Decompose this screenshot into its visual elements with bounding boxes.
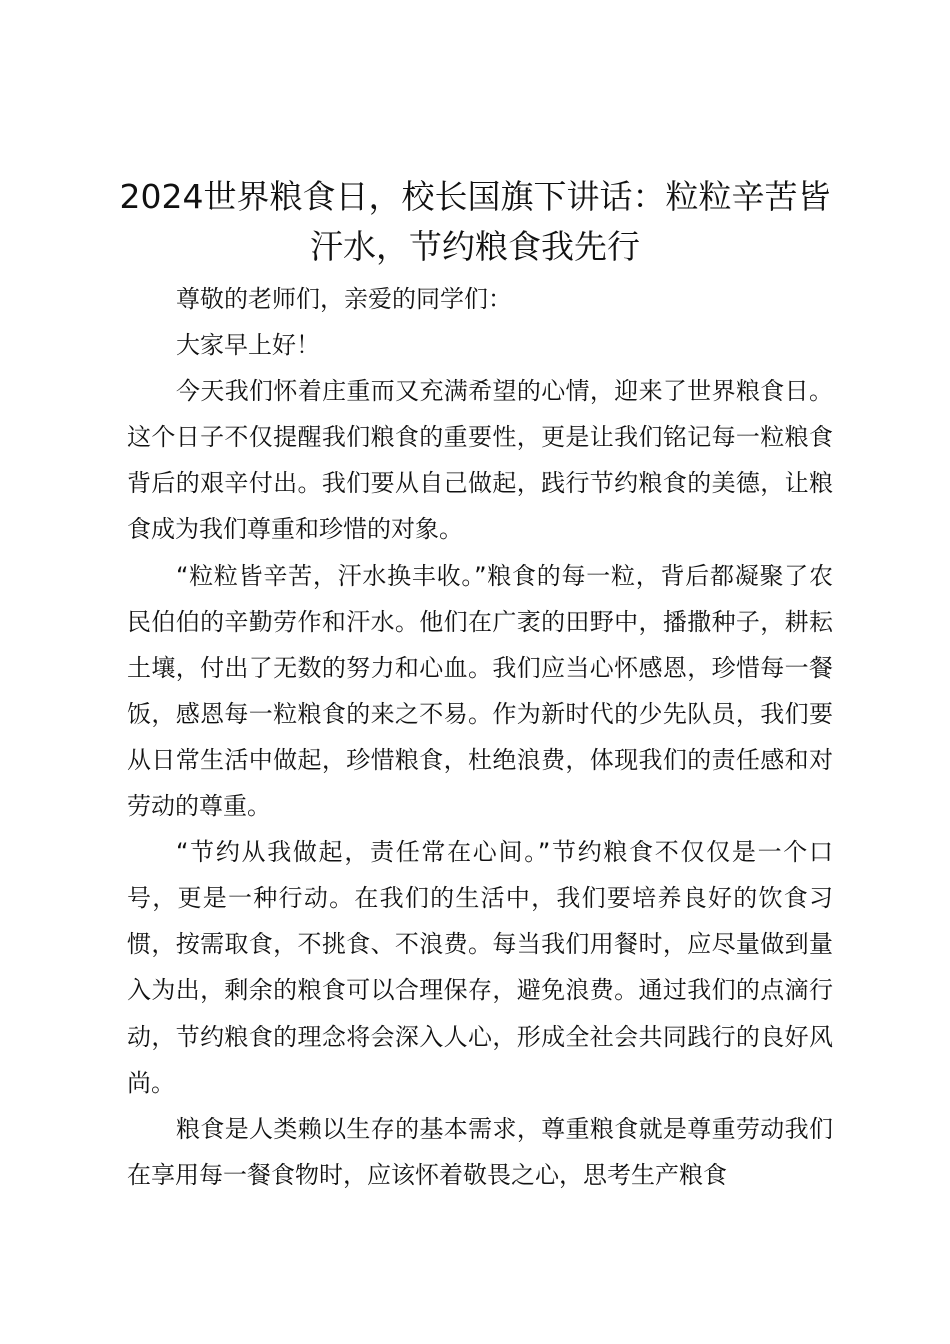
body-paragraph: “节约从我做起，责任常在心间。”节约粮食不仅仅是一个口号，更是一种行动。在我们的生活中，我们要培养良好的饮食习惯，按需取食，不挑食、不浪费。每当我们用餐时，应尽量做到量入为出，剩余的粮食可以合理保存，避免浪费。通过我们的点滴行动，节约粮食的理念将会深入人心，形成全社会共同践行的良好风尚。 bbox=[127, 838, 833, 1097]
body-paragraph: 今天我们怀着庄重而又充满希望的心情，迎来了世界粮食日。这个日子不仅提醒我们粮食的重要性，更是让我们铭记每一粒粮食背后的艰辛付出。我们要从自己做起，践行节约粮食的美德，让粮食成为我们尊重和珍惜的对象。 bbox=[127, 377, 833, 544]
document-title: 2024世界粮食日，校长国旗下讲话：粒粒辛苦皆汗水，节约粮食我先行 bbox=[119, 177, 831, 266]
body-paragraph: 粮食是人类赖以生存的基本需求，尊重粮食就是尊重劳动我们在享用每一餐食物时，应该怀着敬畏之心，思考生产粮食 bbox=[127, 1114, 833, 1189]
document-body bbox=[127, 276, 833, 1198]
greeting-paragraph: 大家早上好！ bbox=[176, 331, 320, 360]
salutation-paragraph: 尊敬的老师们，亲爱的同学们： bbox=[176, 285, 512, 313]
body-paragraph: “粒粒皆辛苦，汗水换丰收。”粮食的每一粒，背后都凝聚了农民伯伯的辛勤劳作和汗水。他们在广袤的田野中，播撒种子，耕耘土壤，付出了无数的努力和心血。我们应当心怀感恩，珍惜每一餐饭，感恩每一粒粮食的来之不易。作为新时代的少先队员，我们要从日常生活中做起，珍惜粮食，杜绝浪费，体现我们的责任感和对劳动的尊重。 bbox=[127, 561, 833, 821]
